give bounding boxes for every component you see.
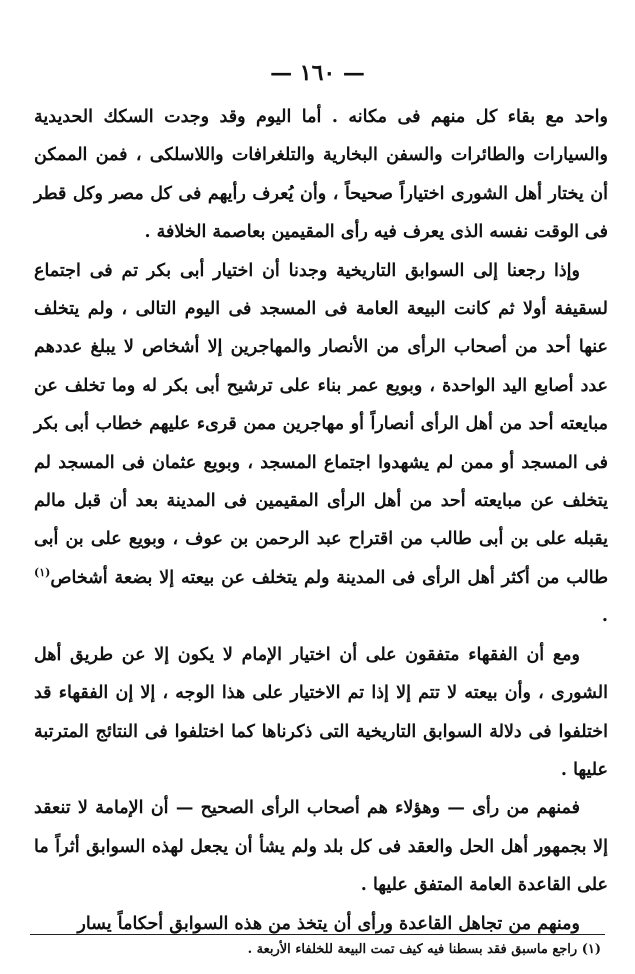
paragraph-2-end: . bbox=[601, 606, 608, 627]
paragraph-1: واحد مع بقاء كل منهم فى مكانه . أما اليوم وقد وجدت السكك الحديدية والسيارات والطائرات والسفن البخارية والتلغرافات واللاسلكى ، فمن الممكن أن يختار أهل الشورى اختياراً صحيحاً ، وأن يُعرف رأيهم فى كل مصر وكل قطر فى الوقت نفسه الذى يعرف فيه رأى المقيمين بعاصمة الخلافة . bbox=[34, 107, 608, 243]
paragraph-3: ومع أن الفقهاء متفقون على أن اختيار الإمام لا يكون إلا عن طريق أهل الشورى ، وأن بيعته لا تتم إلا إذا تم الاختيار على هذا الوجه ، إلا إن الفقهاء قد اختلفوا فى دلالة السوابق التاريخية التى ذكرناها كما اختلفوا فى النتائج المترتبة عليها . bbox=[34, 644, 608, 780]
body-text bbox=[34, 98, 608, 943]
paragraph-4: فمنهم من رأى — وهؤلاء هم أصحاب الرأى الصحيح — أن الإمامة لا تنعقد إلا بجمهور أهل الحل والعقد فى كل بلد ولم يشأ أن يجعل لهذه السوابق أثراً ما على القاعدة العامة المتفق عليها . bbox=[34, 798, 608, 896]
footnote-reference: (١) bbox=[34, 566, 51, 580]
page-number: — ١٦٠ — bbox=[270, 60, 365, 86]
footnote-divider bbox=[30, 934, 605, 935]
paragraph-2 bbox=[34, 252, 608, 636]
paragraph-2-text: وإذا رجعنا إلى السوابق التاريخية وجدنا أن اختيار أبى بكر تم فى اجتماع لسقيفة أولا ثم كانت البيعة العامة فى المسجد فى اليوم التالى ، ولم يتخلف عنها أحد من أصحاب الرأى من الأنصار والمهاجرين إلا أشخاص لا يبلغ عددهم عدد أصابع اليد الواحدة ، وبويع عمر بناء على ترشيح أبى بكر له وما تخلف عن مبايعته أحد من أهل الرأى أنصاراً أو مهاجرين ممن قرىء عليهم خطاب أبى بكر فى المسجد أو ممن لم يشهدوا اجتماع المسجد ، وبويع عثمان فى المسجد لم يتخلف عن مبايعته أحد من أهل الرأى المقيمين فى المدينة بعد أن قبل مالم يقبله على بن أبى طالب من اقتراح عبد الرحمن بن عوف ، وبويع على بن أبى طالب من أكثر أهل الرأى فى المدينة ولم يتخلف عن بيعته إلا بضعة أشخاص bbox=[34, 260, 608, 588]
paragraph-5: ومنهم من تجاهل القاعدة ورأى أن يتخذ من هذه السوابق أحكاماً يسار bbox=[77, 913, 580, 934]
footnote: (١) راجع ماسبق فقد بسطنا فيه كيف تمت البيعة للخلفاء الأربعة . bbox=[247, 942, 601, 957]
